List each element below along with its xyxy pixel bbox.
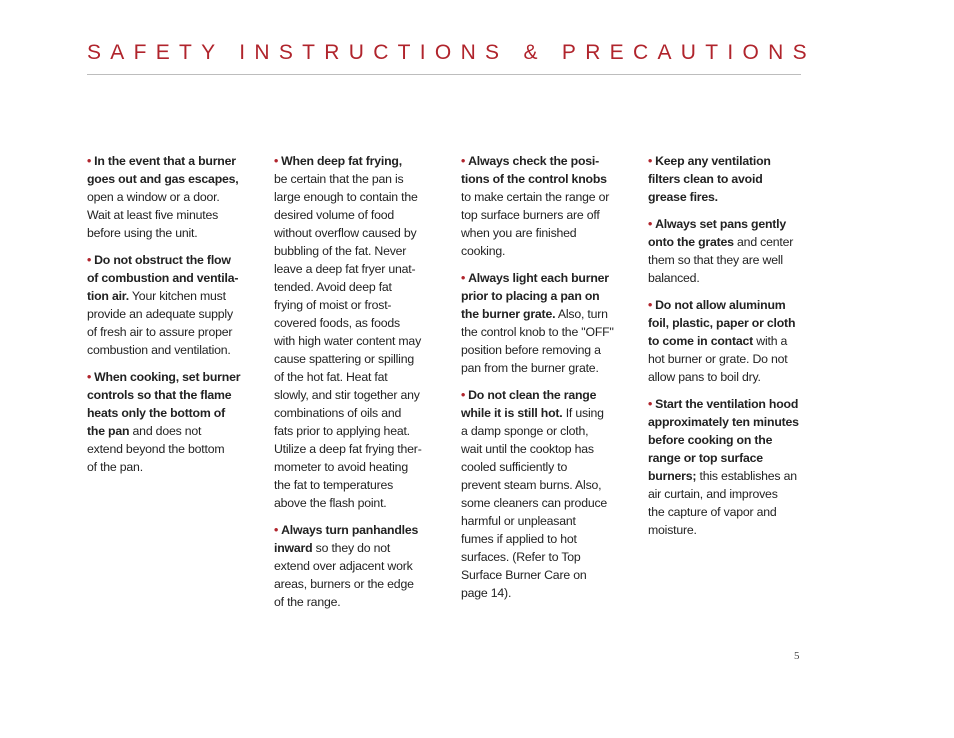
emphasis-text: Start the ventilation hood [655, 397, 799, 411]
emphasis-text: Do not allow aluminum [655, 298, 786, 312]
body-text: hot burner or grate. Do not [648, 352, 788, 366]
body-text: page 14). [461, 586, 512, 600]
body-text: and center [733, 235, 794, 249]
emphasis-text: onto the grates [648, 235, 734, 249]
emphasis-text: while it is still hot. [461, 406, 563, 420]
body-text: pan from the burner grate. [461, 361, 599, 375]
body-text: balanced. [648, 271, 700, 285]
body-text: without overflow caused by [274, 226, 417, 240]
body-text: when you are finished [461, 226, 577, 240]
bullet-icon: • [87, 370, 92, 384]
emphasis-text: Always light each burner [468, 271, 609, 285]
body-text: Surface Burner Care on [461, 568, 587, 582]
bullet-icon: • [648, 154, 653, 168]
body-text: combustion and ventilation. [87, 343, 231, 357]
body-text: so they do not [312, 541, 391, 555]
title-divider [87, 74, 801, 75]
body-text: a damp sponge or cloth, [461, 424, 589, 438]
body-text: large enough to contain the [274, 190, 418, 204]
page-number: 5 [794, 650, 800, 662]
emphasis-text: burners; [648, 469, 697, 483]
bullet-icon: • [461, 154, 466, 168]
emphasis-text: Do not obstruct the flow [94, 253, 231, 267]
bullet-icon: • [274, 523, 279, 537]
body-text: cause spattering or spilling [274, 352, 414, 366]
emphasis-text: the pan [87, 424, 130, 438]
emphasis-text: grease fires. [648, 190, 718, 204]
safety-item [274, 152, 446, 512]
body-text: harmful or unpleasant [461, 514, 576, 528]
emphasis-text: Always set pans gently [655, 217, 787, 231]
body-text: open a window or a door. [87, 190, 220, 204]
body-text: the capture of vapor and [648, 505, 777, 519]
body-text: of the pan. [87, 460, 143, 474]
body-text: allow pans to boil dry. [648, 370, 761, 384]
emphasis-text: Always turn panhandles [281, 523, 419, 537]
safety-item [274, 521, 446, 611]
safety-item [87, 251, 259, 359]
emphasis-text: heats only the bottom of [87, 406, 225, 420]
bullet-icon: • [461, 388, 466, 402]
body-text: combinations of oils and [274, 406, 402, 420]
bullet-icon: • [648, 397, 653, 411]
body-text: Wait at least five minutes [87, 208, 219, 222]
bullet-icon: • [274, 154, 279, 168]
column-2 [274, 152, 446, 620]
bullet-icon: • [648, 217, 653, 231]
body-text: cooled sufficiently to [461, 460, 568, 474]
bullet-icon: • [87, 154, 92, 168]
bullet-icon: • [461, 271, 466, 285]
bullet-icon: • [87, 253, 92, 267]
body-text: mometer to avoid heating [274, 460, 408, 474]
body-text: tended. Avoid deep fat [274, 280, 392, 294]
body-text: some cleaners can produce [461, 496, 608, 510]
column-3 [461, 152, 633, 611]
emphasis-text: approximately ten minutes [648, 415, 799, 429]
body-text: Your kitchen must [128, 289, 226, 303]
emphasis-text: the burner grate. [461, 307, 556, 321]
safety-item [648, 296, 820, 386]
emphasis-text: prior to placing a pan on [461, 289, 600, 303]
body-text: extend over adjacent work [274, 559, 413, 573]
emphasis-text: controls so that the flame [87, 388, 232, 402]
body-text: and does not [129, 424, 202, 438]
body-text: desired volume of food [274, 208, 395, 222]
body-text: be certain that the pan is [274, 172, 404, 186]
body-text: before using the unit. [87, 226, 198, 240]
body-text: of the range. [274, 595, 341, 609]
column-4 [648, 152, 820, 548]
body-text: this establishes an [696, 469, 797, 483]
body-text: surfaces. (Refer to Top [461, 550, 581, 564]
emphasis-text: goes out and gas escapes, [87, 172, 239, 186]
emphasis-text: before cooking on the [648, 433, 773, 447]
safety-item [87, 152, 259, 242]
body-text: Utilize a deep fat frying ther- [274, 442, 422, 456]
body-text: If using [562, 406, 604, 420]
emphasis-text: to come in contact [648, 334, 754, 348]
emphasis-text: When cooking, set burner [94, 370, 241, 384]
body-text: the control knob to the "OFF" [461, 325, 614, 339]
page-title: SAFETY INSTRUCTIONS & PRECAUTIONS [87, 41, 816, 64]
safety-item [87, 368, 259, 476]
body-text: areas, burners or the edge [274, 577, 414, 591]
body-text: frying of moist or frost- [274, 298, 392, 312]
emphasis-text: of combustion and ventila- [87, 271, 239, 285]
body-text: with high water content may [274, 334, 422, 348]
body-text: wait until the cooktop has [461, 442, 594, 456]
safety-item [648, 395, 820, 539]
body-text: bubbling of the fat. Never [274, 244, 407, 258]
emphasis-text: inward [274, 541, 313, 555]
body-text: them so that they are well [648, 253, 783, 267]
body-text: of fresh air to assure proper [87, 325, 233, 339]
body-text: fats prior to applying heat. [274, 424, 410, 438]
emphasis-text: In the event that a burner [94, 154, 236, 168]
body-text: to make certain the range or [461, 190, 610, 204]
body-text: cooking. [461, 244, 506, 258]
body-text: the fat to temperatures [274, 478, 394, 492]
emphasis-text: tions of the control knobs [461, 172, 607, 186]
emphasis-text: foil, plastic, paper or cloth [648, 316, 796, 330]
body-text: leave a deep fat fryer unat- [274, 262, 416, 276]
emphasis-text: range or top surface [648, 451, 763, 465]
body-text: Also, turn [555, 307, 608, 321]
body-text: of the hot fat. Heat fat [274, 370, 388, 384]
emphasis-text: When deep fat frying, [281, 154, 402, 168]
body-text: slowly, and stir together any [274, 388, 420, 402]
column-1 [87, 152, 259, 485]
emphasis-text: Do not clean the range [468, 388, 597, 402]
body-text: above the flash point. [274, 496, 387, 510]
safety-item [461, 152, 633, 260]
body-text: extend beyond the bottom [87, 442, 225, 456]
body-text: covered foods, as foods [274, 316, 400, 330]
emphasis-text: filters clean to avoid [648, 172, 763, 186]
body-text: air curtain, and improves [648, 487, 778, 501]
body-text: top surface burners are off [461, 208, 600, 222]
safety-item [648, 152, 820, 206]
body-text: provide an adequate supply [87, 307, 233, 321]
safety-item [648, 215, 820, 287]
body-text: with a [753, 334, 788, 348]
safety-item [461, 386, 633, 602]
bullet-icon: • [648, 298, 653, 312]
body-text: prevent steam burns. Also, [461, 478, 602, 492]
emphasis-text: tion air. [87, 289, 129, 303]
safety-item [461, 269, 633, 377]
body-text: position before removing a [461, 343, 601, 357]
emphasis-text: Keep any ventilation [655, 154, 771, 168]
body-text: fumes if applied to hot [461, 532, 577, 546]
emphasis-text: Always check the posi- [468, 154, 600, 168]
body-text: moisture. [648, 523, 697, 537]
